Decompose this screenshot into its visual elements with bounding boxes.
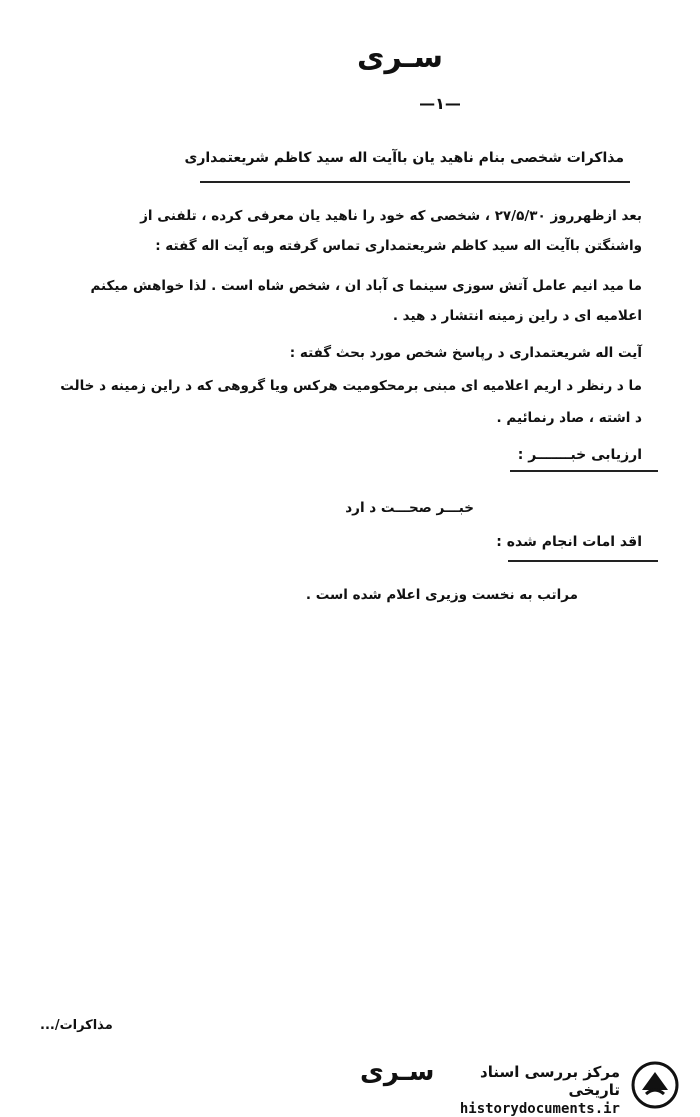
body-line: اعلامیه ای د راین زمینه انتشار د هید . — [392, 308, 642, 324]
footer-classification: سـری — [360, 1057, 435, 1087]
actions-underline — [508, 560, 658, 562]
document-subject: مذاکرات شخصی بنام ناهید یان باآیت اله سید کاظم شریعتمداری — [184, 150, 624, 166]
actions-label: اقد امات انجام شده : — [496, 534, 642, 550]
body-line: آیت اله شریعتمداری د رپاسخ شخص مورد بحث گفته : — [289, 345, 642, 361]
watermark-url: historydocuments.ir — [459, 1101, 620, 1117]
page-number: —۱— — [419, 94, 461, 113]
evaluation-underline — [510, 470, 658, 472]
archive-logo-icon — [630, 1060, 680, 1110]
evaluation-value: خبـــر صحـــت د ارد — [345, 500, 474, 516]
continuation-note: مذاکرات/... — [40, 1018, 113, 1033]
body-line: بعد ازظهرروز ۲۷/۵/۳۰ ، شخصی که خود را ناهید یان معرفی کرده ، تلفنی از — [140, 208, 642, 224]
subject-underline — [200, 181, 630, 183]
body-line: ما مید انیم عامل آتش سوزی سینما ی آباد ان ، شخص شاه است . لذا خواهش میکنم — [90, 278, 642, 294]
watermark-org-name: مرکز بررسی اسناد تاریخی — [480, 1063, 620, 1099]
actions-value: مراتب به نخست وزیری اعلام شده است . — [305, 587, 578, 603]
classification-heading: سـری — [357, 40, 443, 75]
watermark — [430, 1063, 620, 1117]
evaluation-label: ارزیابی خبـــــــر : — [517, 447, 642, 463]
body-line: ما د رنظر د اریم اعلامیه ای مبنی برمحکومیت هرکس ویا گروهی که د راین زمینه د خالت — [60, 378, 642, 394]
body-line: واشنگتن باآیت اله سید کاظم شریعتمداری تماس گرفته وبه آیت اله گفته : — [155, 238, 642, 254]
body-line: د اشته ، صاد رنمائیم . — [496, 410, 642, 426]
